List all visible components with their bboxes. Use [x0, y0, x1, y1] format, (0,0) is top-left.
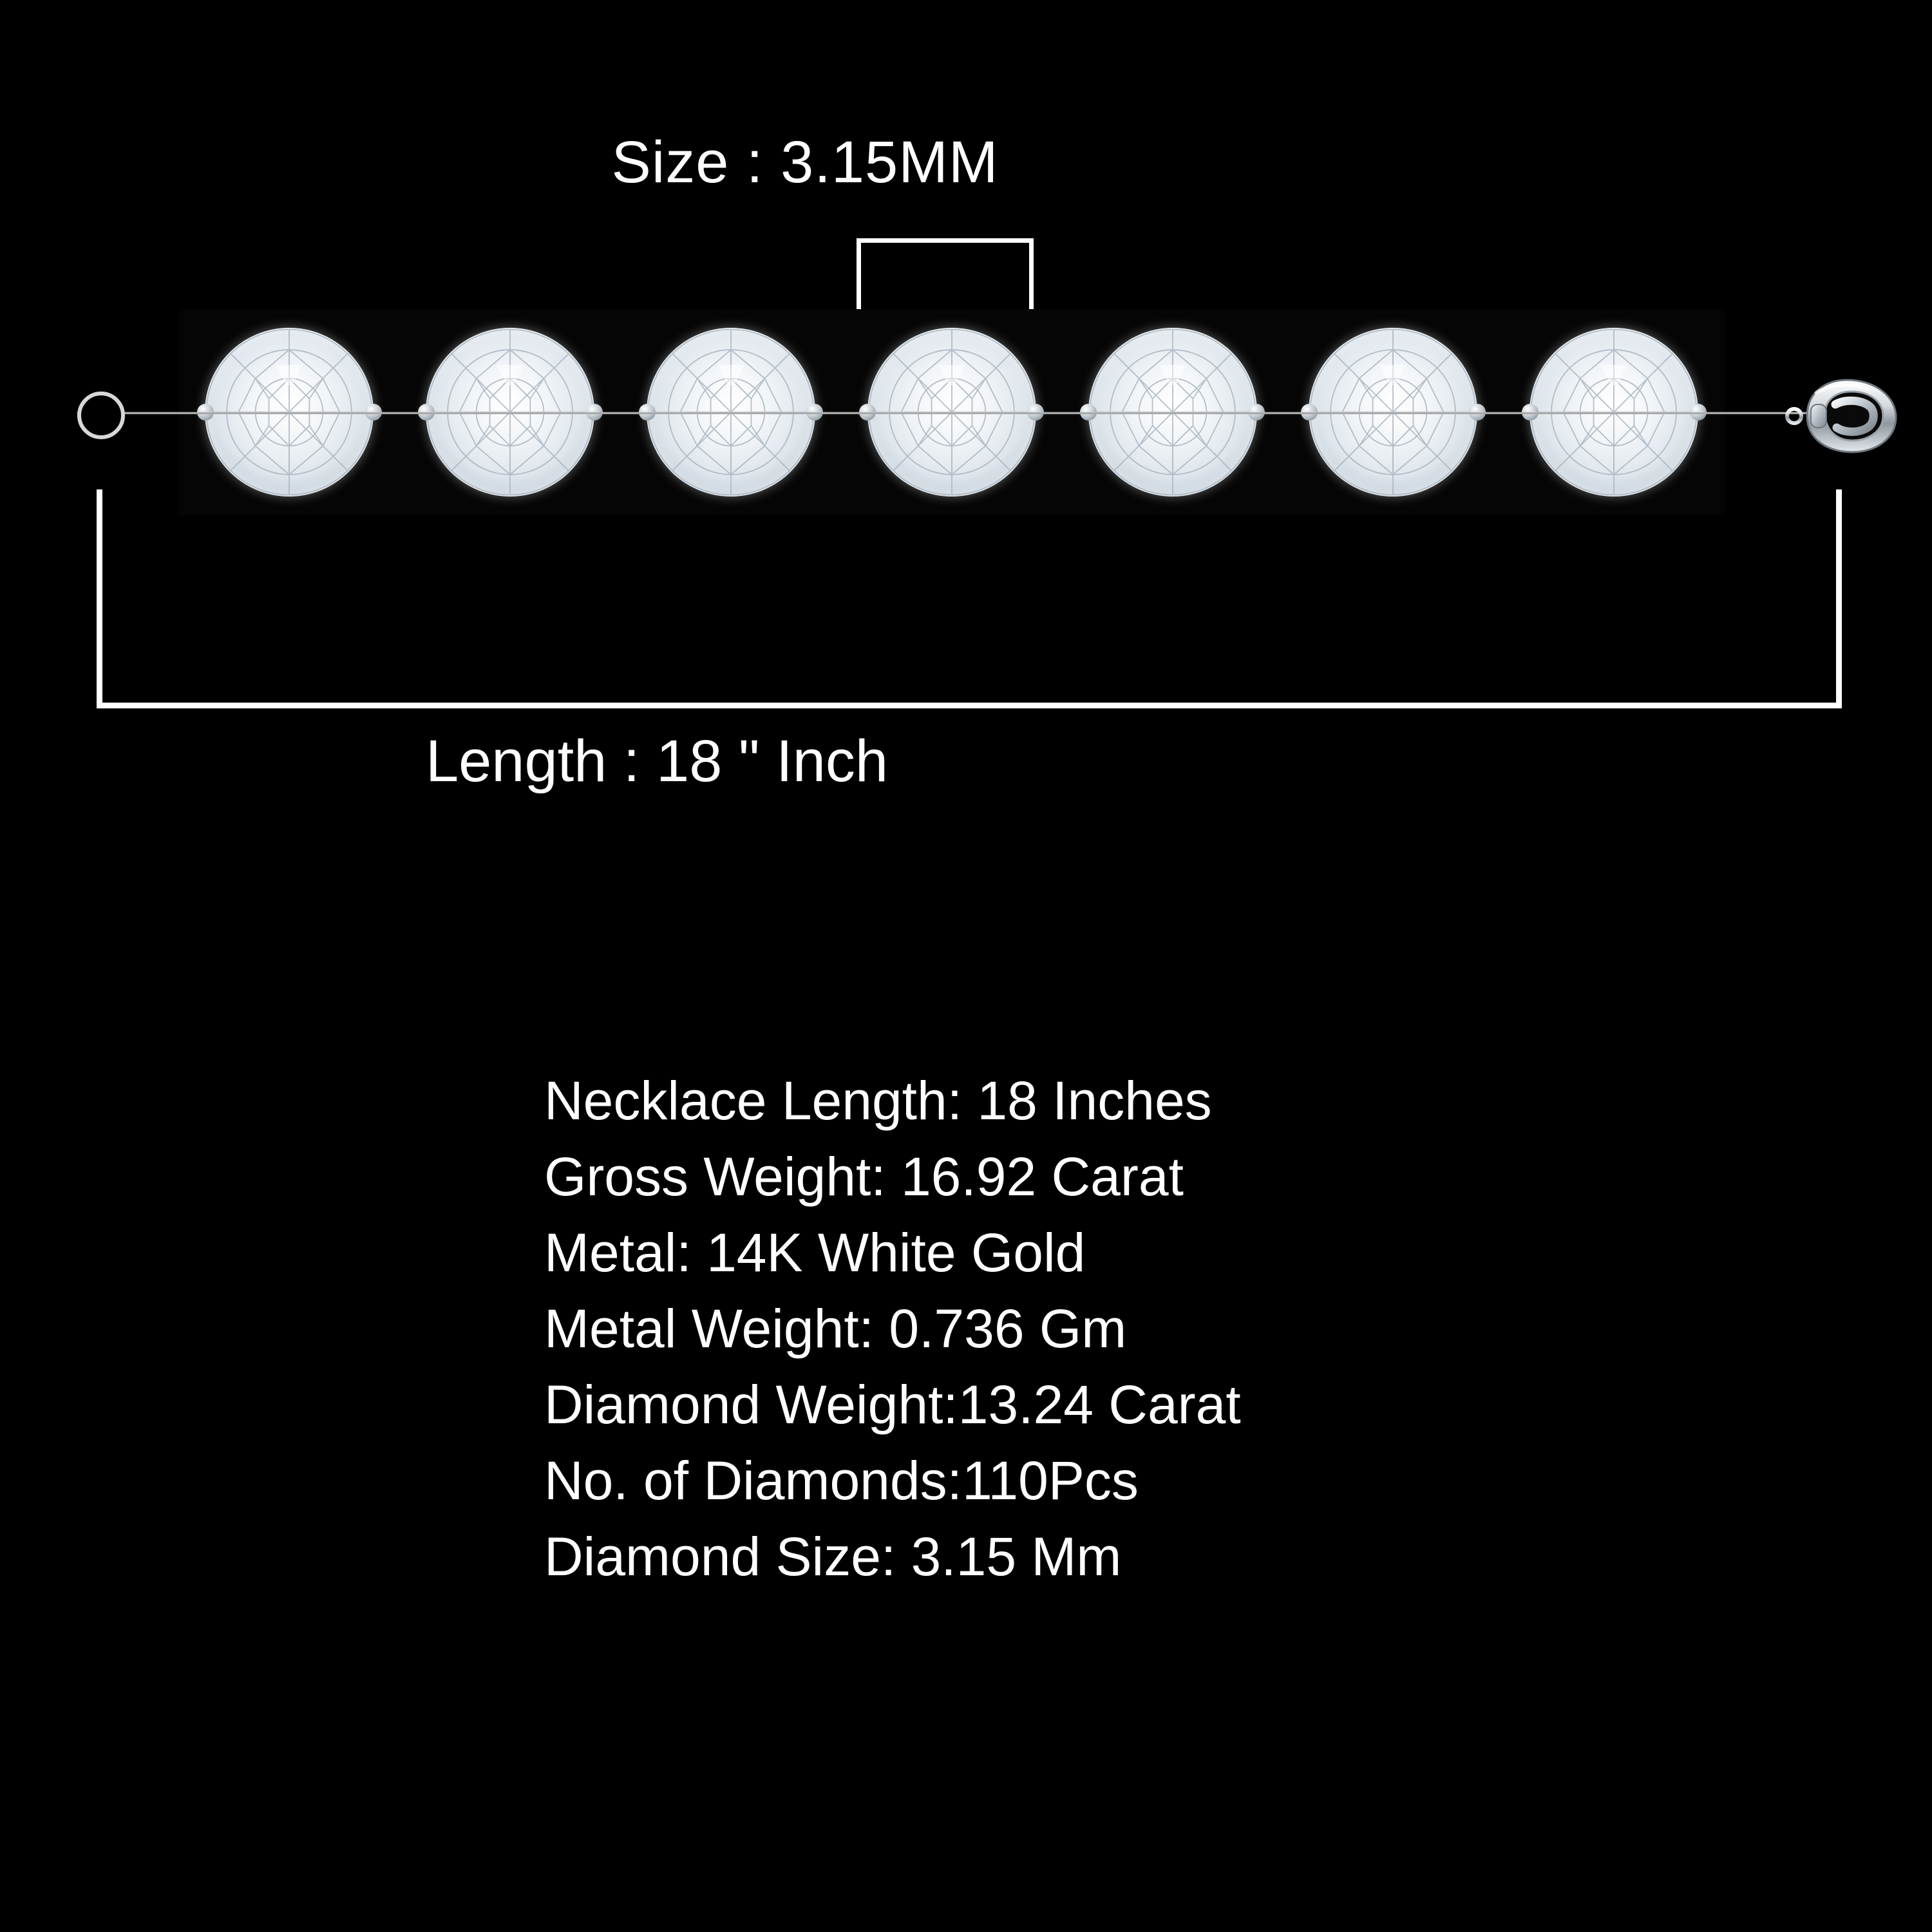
specification-list: [544, 1063, 1510, 1595]
spec-item-metal-weight: Metal Weight: 0.736 Gm: [544, 1298, 1127, 1359]
size-annotation: [0, 129, 1932, 196]
spec-item-gross-weight: Gross Weight: 16.92 Carat: [544, 1146, 1184, 1207]
spec-item-metal: Metal: 14K White Gold: [544, 1222, 1086, 1283]
jump-ring-icon: [77, 392, 125, 439]
spec-item-necklace-length: Necklace Length: 18 Inches: [544, 1070, 1212, 1131]
chain-wire: [77, 412, 1868, 414]
spec-item-diamond-count: No. of Diamonds:110Pcs: [544, 1450, 1139, 1511]
spec-item-diamond-size: Diamond Size: 3.15 Mm: [544, 1526, 1122, 1587]
spec-item-diamond-weight: Diamond Weight:13.24 Carat: [544, 1374, 1241, 1435]
size-annotation-text: Size : 3.15MM: [611, 129, 999, 195]
length-bracket: [97, 489, 1842, 708]
length-annotation: [0, 728, 1932, 795]
length-annotation-text: Length : 18 " Inch: [425, 728, 889, 794]
lobster-clasp-icon: [1785, 371, 1908, 461]
